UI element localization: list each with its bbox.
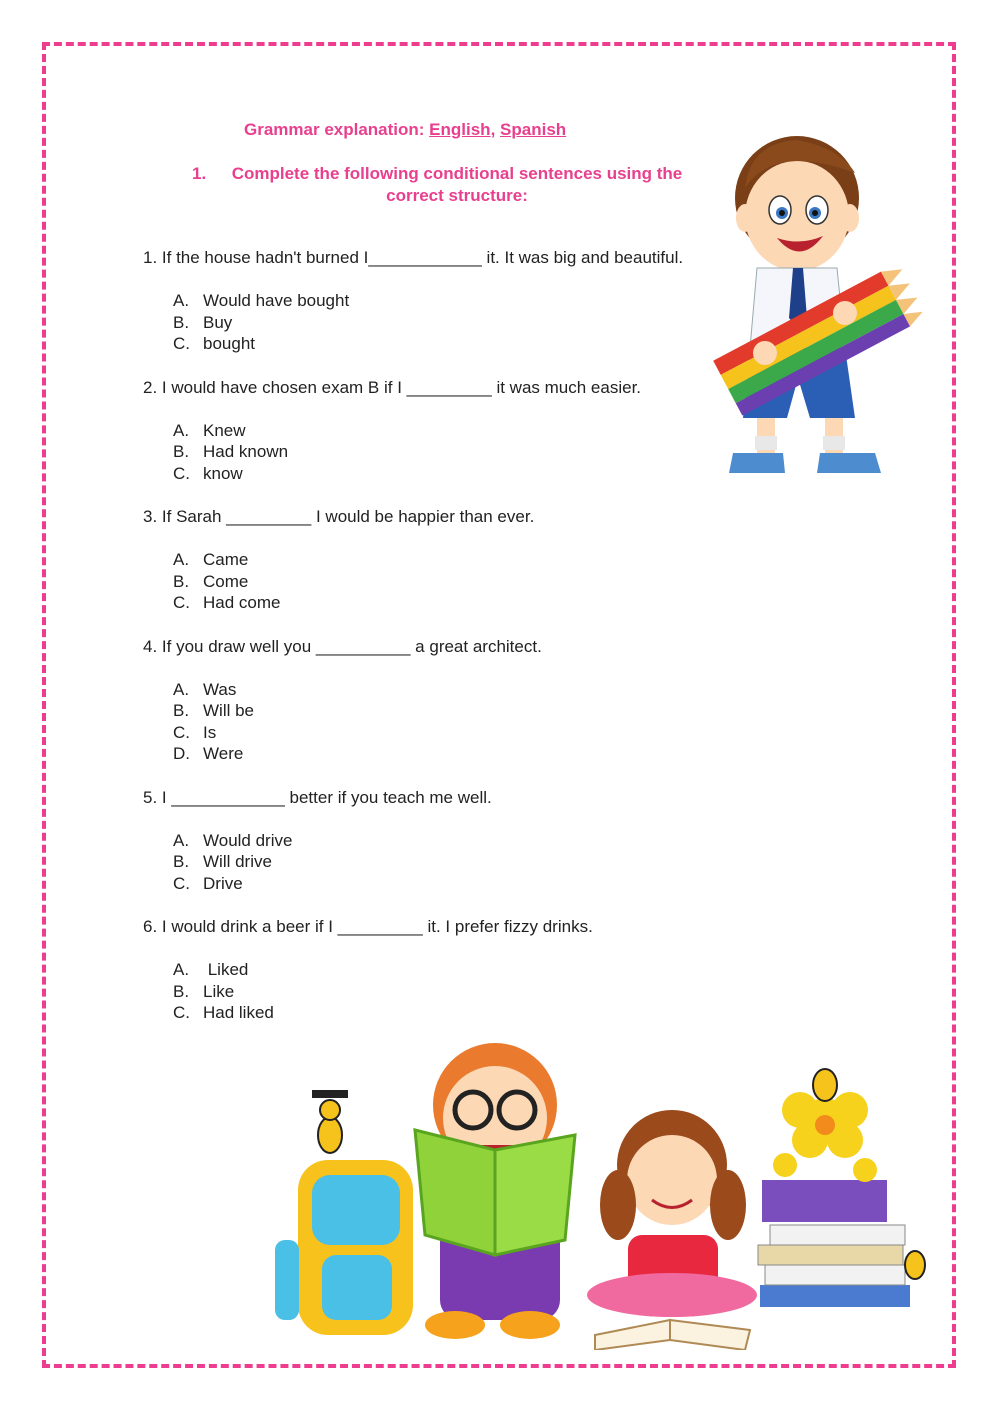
children-reading-illustration	[240, 1040, 940, 1350]
option-letter: C.	[173, 722, 190, 742]
option-label: Like	[203, 981, 235, 1001]
question-block	[143, 787, 703, 895]
option-item[interactable]	[143, 722, 703, 744]
option-item[interactable]	[143, 571, 703, 593]
option-label: Come	[203, 571, 249, 591]
option-label: Had known	[203, 442, 289, 461]
spanish-link[interactable]: Spanish	[500, 120, 567, 139]
option-label: Was	[203, 679, 237, 699]
option-list	[143, 290, 703, 355]
option-item[interactable]	[143, 830, 703, 852]
option-item[interactable]	[143, 333, 703, 355]
option-label: Had come	[203, 593, 281, 612]
option-item[interactable]	[143, 851, 703, 873]
option-label: Would drive	[203, 830, 293, 850]
option-item[interactable]	[143, 441, 703, 463]
option-letter: C.	[173, 873, 190, 893]
instruction-number: 1.	[192, 164, 207, 183]
option-item[interactable]	[143, 1002, 703, 1024]
english-link[interactable]: English	[429, 120, 491, 139]
option-letter: B.	[173, 701, 190, 720]
question-block	[143, 247, 703, 355]
option-letter: B.	[173, 442, 190, 461]
option-letter: C.	[173, 593, 190, 612]
question-text: 3. If Sarah _________ I would be happier than ever.	[143, 507, 535, 526]
option-label: Is	[203, 722, 217, 742]
option-letter: B.	[173, 571, 190, 591]
option-label: Buy	[203, 312, 233, 332]
option-letter: B.	[173, 981, 190, 1001]
question-text: 2. I would have chosen exam B if I _________ it was much easier.	[143, 377, 642, 397]
option-letter: A.	[173, 960, 190, 979]
option-label: Had liked	[203, 1003, 274, 1022]
option-label: Will be	[203, 701, 255, 720]
instruction-text: Complete the following conditional sentences using the correct structure:	[231, 164, 683, 205]
option-letter: A.	[173, 550, 190, 569]
header-prefix: Grammar explanation:	[244, 120, 430, 139]
exercise-instruction	[192, 163, 692, 207]
option-list	[143, 830, 703, 895]
question-list	[143, 247, 703, 1024]
question-block	[143, 636, 703, 765]
question-block	[143, 916, 703, 1024]
option-item[interactable]	[143, 679, 703, 701]
option-item[interactable]	[143, 549, 703, 571]
question-text: 6. I would drink a beer if I _________ it. I prefer fizzy drinks.	[143, 917, 593, 936]
option-item[interactable]	[143, 959, 703, 981]
question-block	[143, 377, 703, 485]
option-letter: A.	[173, 830, 190, 850]
option-label: Came	[203, 550, 249, 569]
option-item[interactable]	[143, 420, 703, 442]
header-separator: ,	[490, 120, 501, 139]
question-text: 1. If the house hadn't burned I____________ it. It was big and beautiful.	[143, 248, 684, 267]
option-list	[143, 549, 703, 614]
option-label: Would have bought	[203, 291, 350, 310]
question-text: 4. If you draw well you __________ a great architect.	[143, 636, 542, 656]
option-label: bought	[203, 334, 255, 353]
option-label: Were	[203, 744, 244, 763]
option-label: Knew	[203, 420, 246, 440]
question-block	[143, 506, 703, 614]
option-label: Will drive	[203, 852, 272, 871]
option-letter: A.	[173, 420, 190, 440]
grammar-explanation-line	[244, 120, 566, 140]
option-item[interactable]	[143, 592, 703, 614]
option-list	[143, 959, 703, 1024]
option-item[interactable]	[143, 312, 703, 334]
option-letter: A.	[173, 679, 190, 699]
option-item[interactable]	[143, 700, 703, 722]
option-item[interactable]	[143, 463, 703, 485]
option-list	[143, 679, 703, 765]
option-letter: B.	[173, 852, 190, 871]
option-item[interactable]	[143, 743, 703, 765]
option-label: know	[203, 463, 243, 483]
option-label: Drive	[203, 873, 243, 893]
option-item[interactable]	[143, 873, 703, 895]
option-label: Liked	[203, 960, 249, 979]
option-letter: D.	[173, 744, 190, 763]
question-text: 5. I ____________ better if you teach me well.	[143, 787, 492, 807]
option-letter: C.	[173, 1003, 190, 1022]
option-item[interactable]	[143, 290, 703, 312]
option-letter: C.	[173, 463, 190, 483]
option-letter: A.	[173, 291, 190, 310]
option-list	[143, 420, 703, 485]
option-item[interactable]	[143, 981, 703, 1003]
option-letter: B.	[173, 312, 190, 332]
option-letter: C.	[173, 334, 190, 353]
boy-with-pencils-illustration	[705, 118, 940, 483]
